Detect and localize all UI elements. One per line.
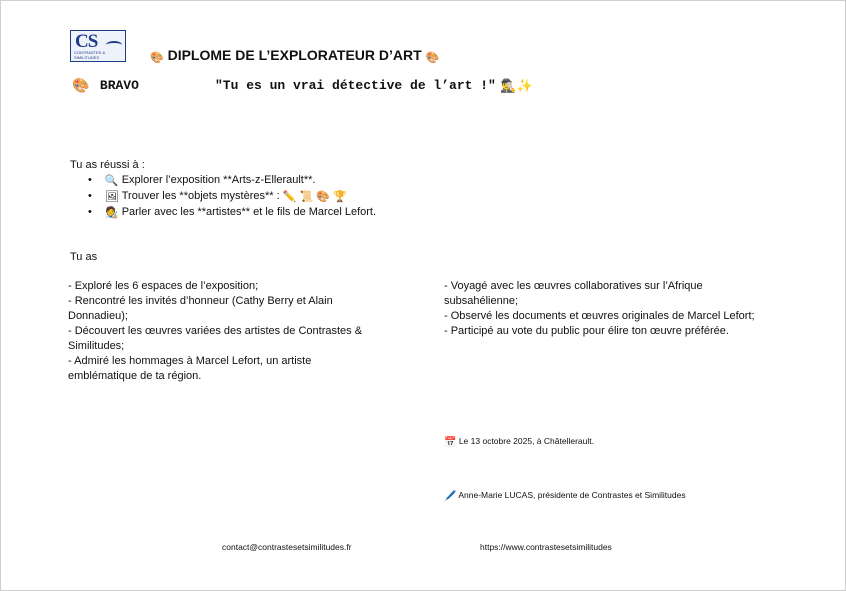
- logo-tagline: CONTRASTES & SIMILITUDES: [74, 50, 106, 60]
- right-achievements: [444, 279, 755, 339]
- achievement-line: - Découvert les œuvres variées des artistes de Contrastes &: [68, 325, 363, 337]
- trophy-icon: 🏆: [333, 191, 347, 203]
- tu-as-heading: Tu as: [70, 251, 98, 263]
- logo-letters: CS: [75, 31, 98, 52]
- logo: [70, 30, 126, 62]
- success-intro: Tu as réussi à :: [70, 159, 145, 171]
- achievement-line: emblématique de ta région.: [68, 370, 202, 382]
- logo-swoosh-icon: [106, 41, 122, 49]
- calendar-icon: 📅: [444, 437, 457, 448]
- quote-text: "Tu es un vrai détective de l’art !": [215, 78, 496, 93]
- palette-icon: 🎨: [72, 77, 90, 93]
- footer-website: https://www.contrastesetsimilitudes: [480, 542, 612, 552]
- signature-line: [444, 490, 686, 502]
- bullet: •: [88, 190, 92, 202]
- list-item: [88, 206, 376, 219]
- footer-email: contact@contrastesetsimilitudes.fr: [222, 542, 352, 552]
- date-text: Le 13 octobre 2025, à Châtellerault.: [458, 436, 594, 446]
- achievement-line: - Exploré les 6 espaces de l’exposition;: [68, 280, 259, 292]
- palette-icon: 🎨: [150, 52, 164, 64]
- achievement-line: subsahélienne;: [444, 295, 519, 307]
- achievement-line: - Observé les documents et œuvres originales de Marcel Lefort;: [444, 310, 755, 322]
- scroll-icon: 📜: [299, 191, 314, 203]
- palette-icon: 🎨: [316, 191, 330, 203]
- success-item-text: Parler avec les **artistes** et le fils de Marcel Lefort.: [121, 206, 377, 218]
- pen-icon: 🖊️: [444, 491, 457, 502]
- bullet: •: [88, 206, 92, 218]
- list-item: [88, 190, 347, 203]
- pencil-icon: ✏️: [282, 191, 297, 203]
- success-item-text: Explorer l’exposition **Arts-z-Ellerault**.: [121, 174, 316, 186]
- quote-line: [215, 76, 533, 94]
- signature-text: Anne-Marie LUCAS, présidente de Contrastes et Similitudes: [458, 490, 686, 500]
- bullet: •: [88, 174, 92, 186]
- palette-icon: 🎨: [425, 52, 440, 64]
- success-item-text: Trouver les **objets mystères** :: [121, 190, 280, 202]
- list-item: [88, 174, 315, 187]
- left-achievements: [68, 279, 362, 384]
- achievement-line: Similitudes;: [68, 340, 125, 352]
- bravo-text: BRAVO: [99, 78, 139, 93]
- picture-frame-icon: 🖼: [104, 191, 119, 203]
- detective-icon: 🕵️‍♂️✨: [500, 78, 533, 93]
- achievement-line: - Rencontré les invités d’honneur (Cathy Berry et Alain: [68, 295, 333, 307]
- achievement-line: - Admiré les hommages à Marcel Lefort, un artiste: [68, 355, 312, 367]
- achievement-line: - Participé au vote du public pour élire ton œuvre préférée.: [444, 325, 729, 337]
- diploma-title: [150, 47, 439, 64]
- date-line: [444, 436, 594, 448]
- achievement-line: Donnadieu);: [68, 310, 128, 322]
- diploma-title-text: DIPLOME DE L’EXPLORATEUR D’ART: [167, 47, 422, 63]
- artist-icon: 🧑‍🎨: [104, 207, 119, 219]
- achievement-line: - Voyagé avec les œuvres collaboratives sur l’Afrique: [444, 280, 703, 292]
- bravo-line: [72, 76, 139, 94]
- magnifier-icon: 🔍: [104, 175, 119, 187]
